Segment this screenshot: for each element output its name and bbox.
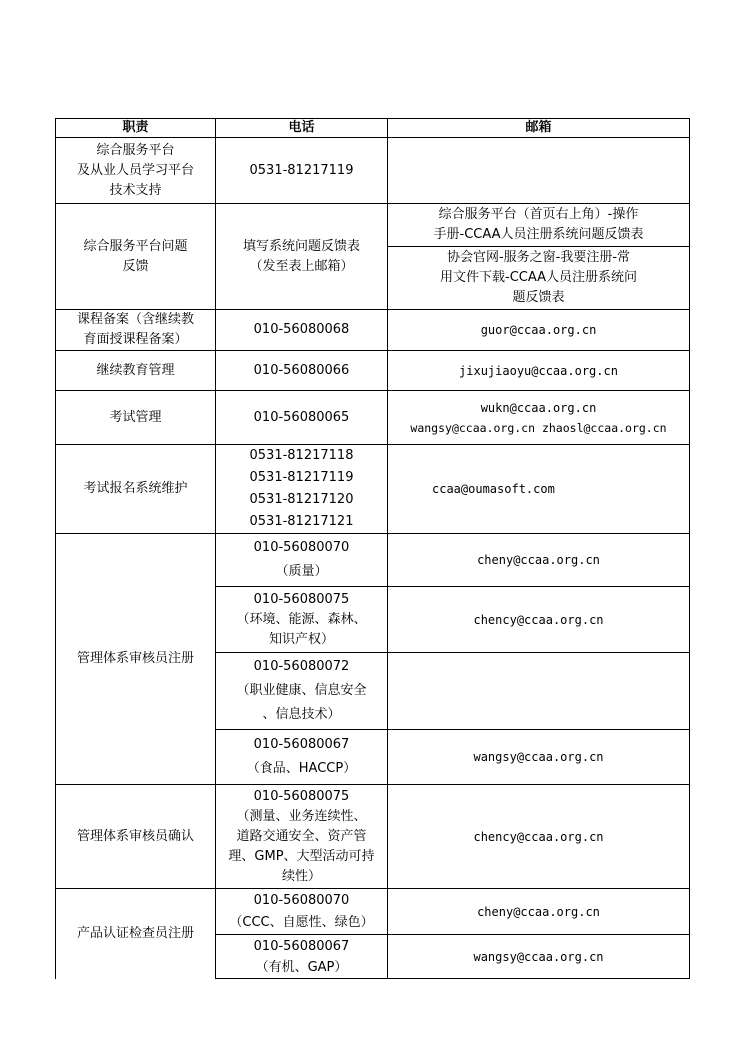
- phone-cell: 010-56080067 （食品、HACCP）: [216, 730, 388, 785]
- table-row: [56, 351, 690, 391]
- table-row: [56, 310, 690, 351]
- header-phone: 电话: [216, 119, 388, 138]
- email-cell: wangsy@ccaa.org.cn: [388, 935, 690, 979]
- role-cell: 产品认证检查员注册: [56, 889, 216, 979]
- email-cell: guor@ccaa.org.cn: [388, 310, 690, 351]
- email-cell: 综合服务平台（首页右上角）-操作 手册-CCAA人员注册系统问题反馈表: [388, 204, 690, 247]
- phone-cell: 010-56080075 （环境、能源、森林、 知识产权）: [216, 587, 388, 653]
- table-row: [56, 785, 690, 889]
- email-cell: chency@ccaa.org.cn: [388, 785, 690, 889]
- email-cell: cheny@ccaa.org.cn: [388, 534, 690, 587]
- email-cell: jixujiaoyu@ccaa.org.cn: [388, 351, 690, 391]
- role-cell: 管理体系审核员确认: [56, 785, 216, 889]
- phone-cell: 010-56080067 （有机、GAP）: [216, 935, 388, 979]
- header-role: 职责: [56, 119, 216, 138]
- email-cell: wangsy@ccaa.org.cn: [388, 730, 690, 785]
- phone-cell: 010-56080070 （CCC、自愿性、绿色）: [216, 889, 388, 935]
- phone-cell: 010-56080065: [216, 391, 388, 445]
- email-cell: wukn@ccaa.org.cn wangsy@ccaa.org.cn zhaosl@ccaa.org.cn: [388, 391, 690, 445]
- table-row: [56, 391, 690, 445]
- role-cell: 课程备案（含继续教 育面授课程备案）: [56, 310, 216, 351]
- role-cell: 综合服务平台 及从业人员学习平台 技术支持: [56, 138, 216, 204]
- role-cell: 管理体系审核员注册: [56, 534, 216, 785]
- phone-cell: 010-56080070 （质量）: [216, 534, 388, 587]
- phone-cell: 0531-81217119: [216, 138, 388, 204]
- phone-cell: 填写系统问题反馈表 （发至表上邮箱）: [216, 204, 388, 310]
- table-row: [56, 445, 690, 534]
- phone-cell: 010-56080066: [216, 351, 388, 391]
- phone-cell: 010-56080068: [216, 310, 388, 351]
- table-row: [56, 138, 690, 204]
- email-cell: chency@ccaa.org.cn: [388, 587, 690, 653]
- email-cell: [388, 653, 690, 730]
- phone-cell: 0531-81217118 0531-81217119 0531-81217120 0531-81217121: [216, 445, 388, 534]
- contact-table: [55, 118, 690, 979]
- phone-cell: 010-56080072 （职业健康、信息安全 、信息技术）: [216, 653, 388, 730]
- table-row: [56, 204, 690, 247]
- table-row: [56, 889, 690, 935]
- email-cell: [388, 138, 690, 204]
- role-cell: 考试报名系统维护: [56, 445, 216, 534]
- table-row: [56, 534, 690, 587]
- role-cell: 综合服务平台问题 反馈: [56, 204, 216, 310]
- email-cell: cheny@ccaa.org.cn: [388, 889, 690, 935]
- header-email: 邮箱: [388, 119, 690, 138]
- table-header-row: [56, 119, 690, 138]
- role-cell: 考试管理: [56, 391, 216, 445]
- role-cell: 继续教育管理: [56, 351, 216, 391]
- phone-cell: 010-56080075 （测量、业务连续性、 道路交通安全、资产管 理、GMP、大型活动可持 续性）: [216, 785, 388, 889]
- email-cell: ccaa@oumasoft.com: [388, 445, 690, 534]
- email-cell: 协会官网-服务之窗-我要注册-常 用文件下载-CCAA人员注册系统问 题反馈表: [388, 247, 690, 310]
